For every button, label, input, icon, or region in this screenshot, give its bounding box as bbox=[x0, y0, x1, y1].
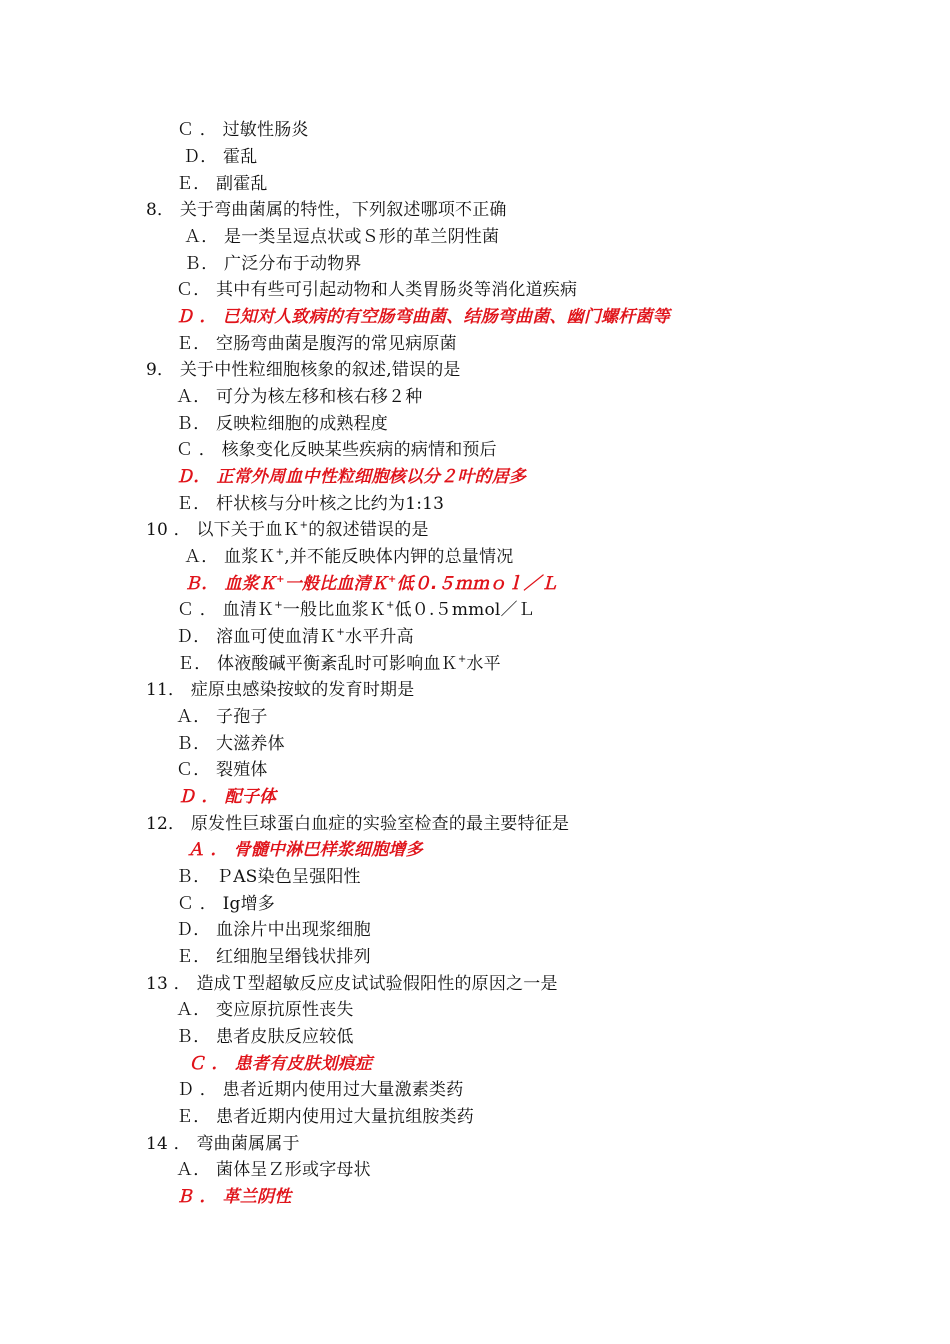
question-line: 12． 原发性巨球蛋白血症的实验室检查的最主要特征是 bbox=[146, 814, 570, 834]
answer-line: Ｄ ． 配子体 bbox=[178, 787, 277, 807]
option-line: Ａ． 可分为核左移和核右移２种 bbox=[176, 387, 423, 407]
question-line: 8． 关于弯曲菌属的特性，下列叙述哪项不正确 bbox=[146, 200, 507, 220]
answer-line: Ｄ． 正常外周血中性粒细胞核以分２叶的居多 bbox=[176, 467, 527, 487]
option-line: Ａ． 是一类呈逗点状或Ｓ形的革兰阴性菌 bbox=[184, 227, 500, 247]
option-line: Ａ． 血浆Ｋ+,并不能反映体内钾的总量情况 bbox=[184, 547, 514, 567]
option-line: Ａ． 菌体呈Ｚ形或字母状 bbox=[176, 1160, 371, 1180]
option-line: Ｄ． 霍乱 bbox=[183, 147, 258, 167]
question-line: 10 ． 以下关于血Ｋ+的叙述错误的是 bbox=[146, 520, 429, 540]
question-line: 11． 症原虫感染按蚊的发育时期是 bbox=[146, 680, 415, 700]
option-line: Ｂ． 大滋养体 bbox=[176, 734, 285, 754]
option-line: Ｅ． 副霍乱 bbox=[176, 174, 268, 194]
option-line: Ａ． 变应原抗原性丧失 bbox=[176, 1000, 354, 1020]
question-line: 9． 关于中性粒细胞核象的叙述,错误的是 bbox=[146, 360, 461, 380]
option-line: Ｃ ． 血清Ｋ+一般比血浆Ｋ+低０.５mmol／Ｌ bbox=[177, 600, 535, 620]
option-line: Ｅ． 红细胞呈缗钱状排列 bbox=[176, 947, 371, 967]
answer-line: Ｄ ． 已知对人致病的有空肠弯曲菌、结肠弯曲菌、幽门螺杆菌等 bbox=[176, 307, 670, 327]
option-line: Ｅ． 患者近期内使用过大量抗组胺类药 bbox=[176, 1107, 475, 1127]
option-line: Ａ． 子孢子 bbox=[176, 707, 268, 727]
option-line: Ｃ ． 过敏性肠炎 bbox=[177, 120, 309, 140]
option-line: Ｅ． 杆状核与分叶核之比约为1:13 bbox=[176, 494, 445, 514]
answer-line: Ｂ． 血浆Ｋ+一般比血清Ｋ+低０.５ｍｍｏｌ／Ｌ bbox=[184, 574, 558, 594]
question-line: 13 ． 造成Ｔ型超敏反应皮试试验假阳性的原因之一是 bbox=[146, 974, 558, 994]
option-line: Ｂ． 患者皮肤反应较低 bbox=[176, 1027, 354, 1047]
option-line: Ｂ． 反映粒细胞的成熟程度 bbox=[176, 414, 389, 434]
question-line: 14 ． 弯曲菌属属于 bbox=[146, 1134, 300, 1154]
answer-line: Ｂ ． 革兰阴性 bbox=[176, 1187, 292, 1207]
option-line: Ｄ ． 患者近期内使用过大量激素类药 bbox=[177, 1080, 464, 1100]
option-line: Ｃ ． Ig增多 bbox=[177, 894, 276, 914]
answer-line: Ａ ． 骨髓中淋巴样浆细胞增多 bbox=[187, 840, 423, 860]
answer-line: Ｃ ． 患者有皮肤划痕症 bbox=[188, 1054, 373, 1074]
option-line: Ｄ． 溶血可使血清Ｋ+水平升高 bbox=[176, 627, 414, 647]
option-line: Ｄ． 血涂片中出现浆细胞 bbox=[176, 920, 371, 940]
option-line: Ｃ． 裂殖体 bbox=[176, 760, 268, 780]
option-line: Ｃ ． 核象变化反映某些疾病的病情和预后 bbox=[176, 440, 497, 460]
option-line: Ｂ． 广泛分布于动物界 bbox=[184, 254, 362, 274]
option-line: Ｅ． 体液酸碱平衡紊乱时可影响血Ｋ+水平 bbox=[177, 654, 501, 674]
option-line: Ｂ． ＰAS染色呈强阳性 bbox=[176, 867, 361, 887]
option-line: Ｅ． 空肠弯曲菌是腹泻的常见病原菌 bbox=[176, 334, 457, 354]
option-line: Ｃ． 其中有些可引起动物和人类胃肠炎等消化道疾病 bbox=[176, 280, 578, 300]
